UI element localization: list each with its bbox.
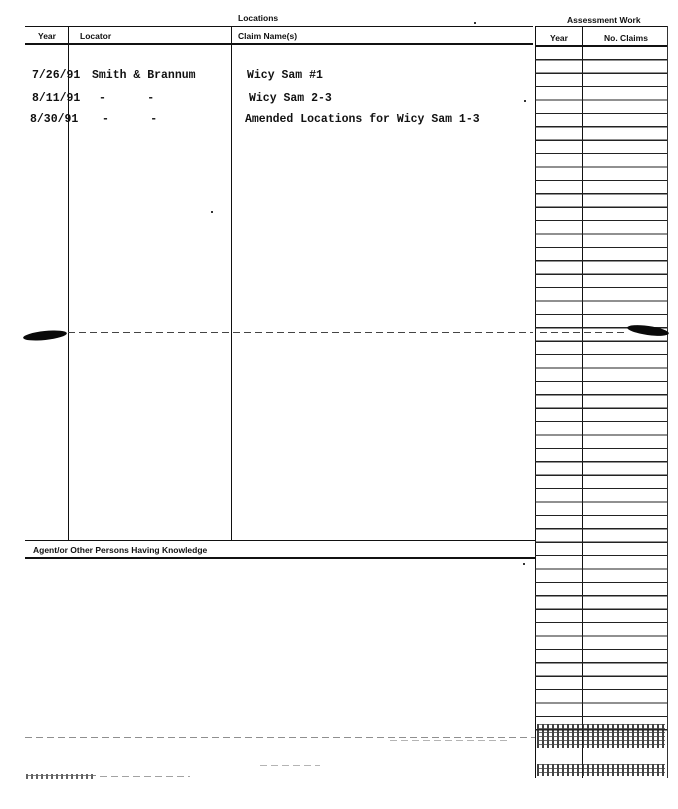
row-2-year: 8/11/91 — [32, 92, 81, 105]
locations-header: Locations — [238, 13, 279, 23]
speck — [474, 22, 476, 24]
aw-right-edge — [667, 26, 668, 778]
row-1-claim: Wicy Sam #1 — [247, 69, 323, 82]
scan-noise-left — [26, 774, 96, 779]
scan-noise-right — [537, 724, 665, 748]
scan-mark-left — [23, 329, 68, 343]
agent-top-rule — [25, 540, 535, 541]
row-2-claim: Wicy Sam 2-3 — [249, 92, 332, 105]
scan-noise-right-lower — [537, 764, 665, 776]
speck — [523, 563, 525, 565]
scan-noise-mid — [260, 765, 320, 766]
bottom-faded-line — [25, 737, 535, 738]
fold-line — [68, 332, 533, 333]
no-claims-column-header: No. Claims — [604, 33, 648, 43]
assessment-work-ruled-rows — [535, 47, 667, 740]
row-3-year: 8/30/91 — [30, 113, 79, 126]
row-3-claim: Amended Locations for Wicy Sam 1-3 — [245, 113, 480, 126]
speck — [211, 211, 213, 213]
speck — [524, 100, 526, 102]
header-top-rule — [25, 26, 533, 27]
header-bottom-rule — [25, 43, 533, 45]
locator-claim-divider — [231, 26, 232, 540]
assessment-work-header: Assessment Work — [567, 15, 641, 25]
scan-noise-mid-right — [390, 740, 510, 741]
agent-bottom-rule — [25, 557, 535, 559]
aw-header-top-rule — [535, 26, 667, 27]
scan-noise-left-dash — [100, 776, 190, 777]
row-1-year: 7/26/91 — [32, 69, 81, 82]
aw-year-column-header: Year — [550, 33, 568, 43]
fold-line-right — [540, 332, 625, 333]
row-2-locator: - - — [99, 92, 155, 105]
row-3-locator: - - — [102, 113, 158, 126]
year-column-header: Year — [38, 31, 56, 41]
claim-names-column-header: Claim Name(s) — [238, 31, 298, 41]
row-1-locator: Smith & Brannum — [92, 69, 196, 82]
locator-column-header: Locator — [80, 31, 112, 41]
agent-header: Agent/or Other Persons Having Knowledge — [33, 545, 208, 555]
